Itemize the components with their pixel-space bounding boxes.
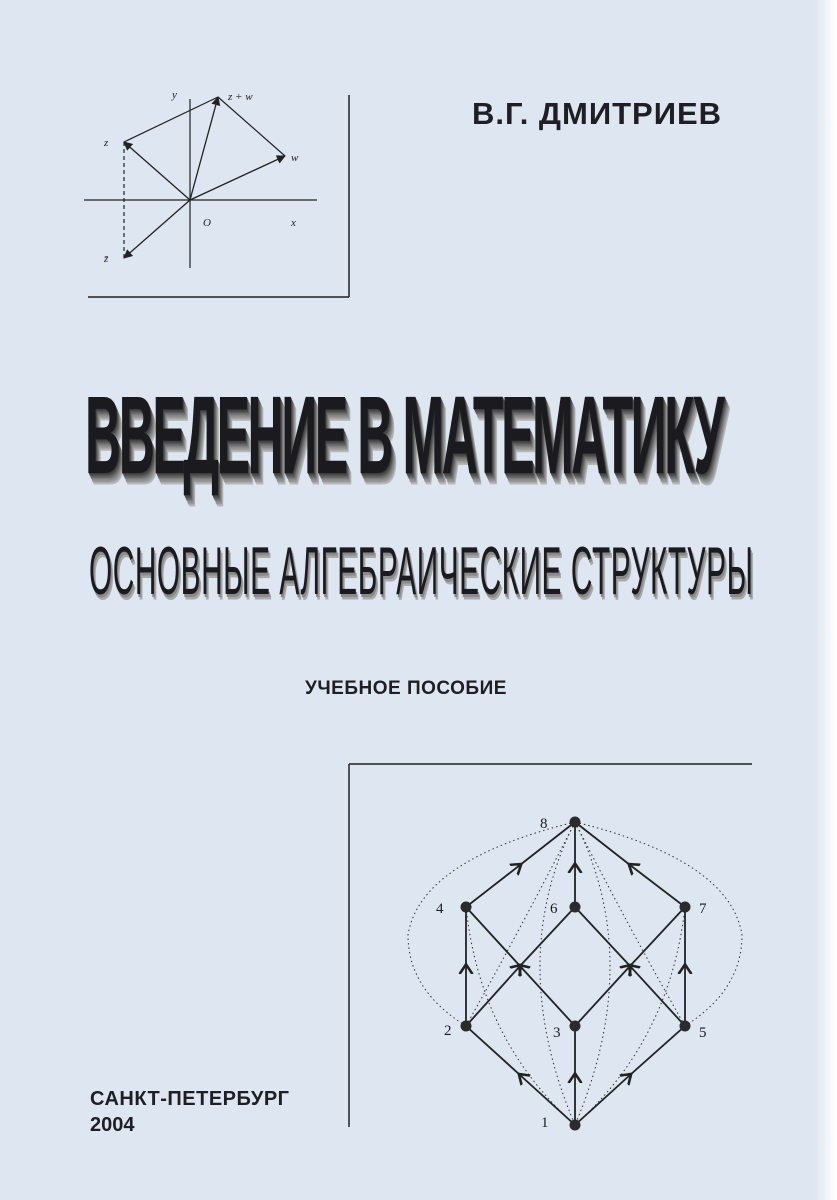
book-subtitle (89, 532, 754, 609)
lattice-node-6 (570, 902, 581, 913)
publication-kind: УЧЕБНОЕ ПОСОБИЕ (305, 678, 507, 699)
book-title-text: ВВЕДЕНИЕ В МАТЕМАТИКУ (85, 374, 723, 498)
book-title (85, 373, 723, 498)
lattice-node-2 (461, 1021, 472, 1032)
sum-label: z + w (228, 91, 253, 103)
lattice-label-7: 7 (699, 901, 707, 917)
book-subtitle-text: ОСНОВНЫЕ АЛГЕБРАИЧЕСКИЕ СТРУКТУРЫ (89, 533, 754, 609)
lattice-node-5 (680, 1021, 691, 1032)
lattice-label-5: 5 (699, 1025, 707, 1041)
lattice-label-2: 2 (444, 1023, 452, 1039)
publication-year: 2004 (90, 1114, 135, 1136)
lattice-label-8: 8 (540, 816, 548, 832)
lattice-node-8 (570, 817, 581, 828)
z-label: z (104, 137, 109, 149)
lattice-node-1 (570, 1120, 581, 1131)
lattice-label-6: 6 (550, 901, 558, 917)
x-axis-label: x (291, 217, 296, 229)
conj-label: z̄ (104, 253, 109, 265)
author-name: В.Г. ДМИТРИЕВ (472, 96, 723, 131)
lattice-edges (466, 822, 685, 1125)
y-axis-label: y (172, 89, 177, 101)
w-label: w (291, 152, 299, 164)
lattice-node-7 (680, 902, 691, 913)
publication-city: САНКТ-ПЕТЕРБУРГ (90, 1088, 290, 1110)
lattice-label-4: 4 (436, 901, 444, 917)
lattice-node-4 (461, 902, 472, 913)
origin-label: O (203, 217, 211, 229)
lattice-label-1: 1 (541, 1115, 549, 1131)
lattice-node-3 (570, 1021, 581, 1032)
lattice-label-3: 3 (553, 1025, 561, 1041)
